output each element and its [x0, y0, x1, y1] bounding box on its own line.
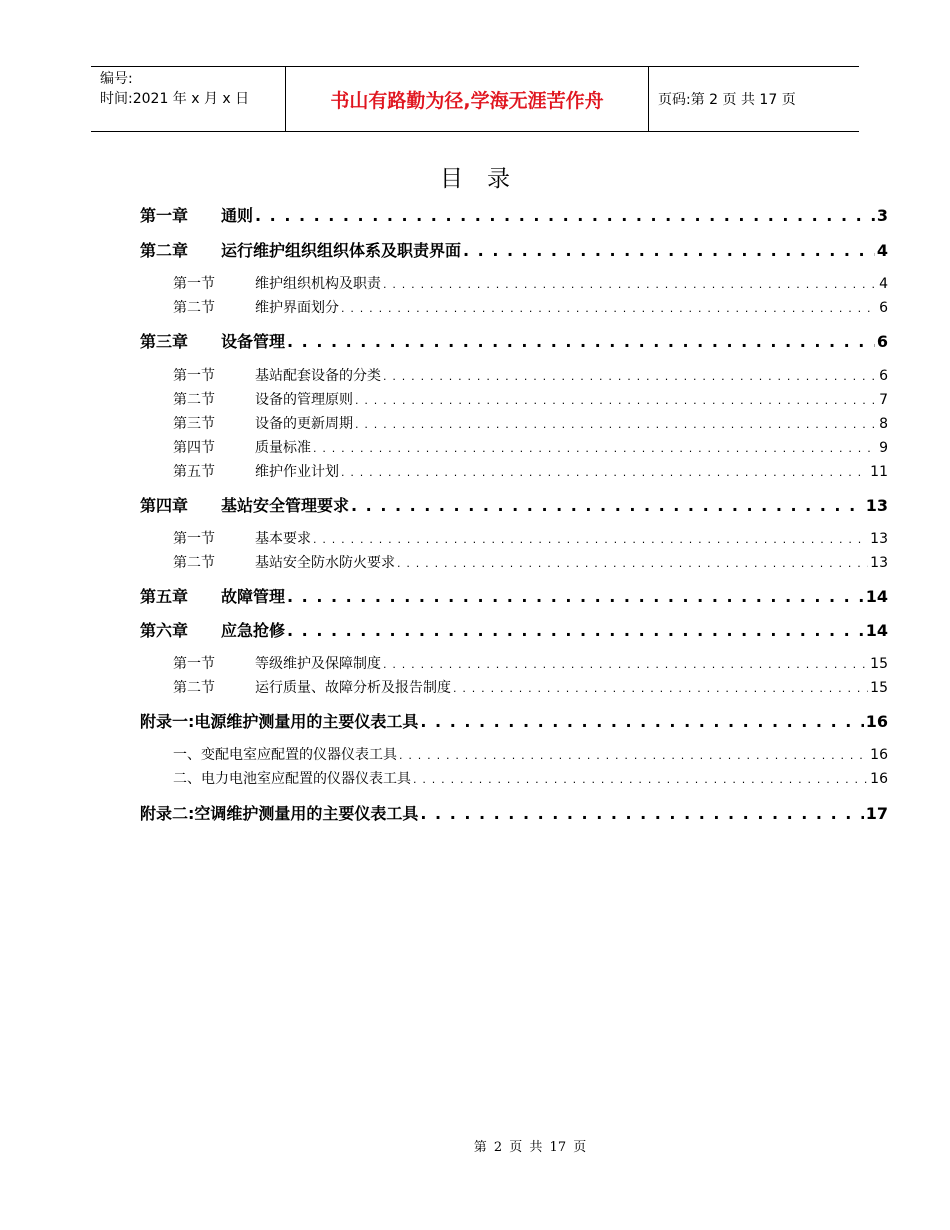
- toc-entry-title: 维护组织机构及职责: [255, 276, 381, 292]
- toc-entry-number: 第二节: [173, 680, 215, 696]
- toc-entry-page: 14: [865, 621, 888, 640]
- toc-entry-page: 15: [870, 656, 888, 672]
- page-footer: 第 2 页 共 17 页: [473, 1140, 587, 1155]
- toc-entry-title: 附录一:电源维护测量用的主要仪表工具: [140, 712, 419, 731]
- toc-entry-page: 4: [879, 276, 888, 292]
- document-header: [91, 66, 859, 132]
- toc-entry[interactable]: [140, 768, 888, 788]
- toc-dot-leader: [413, 773, 868, 786]
- toc-entry-page: 7: [879, 392, 888, 408]
- toc-entry[interactable]: [140, 273, 888, 293]
- toc-entry-page: 16: [870, 747, 888, 763]
- toc-entry-number: 第五章: [140, 587, 189, 606]
- toc-entry-number: 第四章: [140, 496, 189, 515]
- toc-entry[interactable]: [140, 238, 888, 261]
- toc-entry-page: 16: [870, 771, 888, 787]
- toc-entry-number: 第五节: [173, 464, 215, 480]
- toc-entry-title: 运行质量、故障分析及报告制度: [255, 680, 451, 696]
- toc-dot-leader: [420, 712, 863, 731]
- toc-dot-leader: [287, 587, 864, 606]
- toc-entry-title: 应急抢修: [221, 621, 286, 640]
- toc-entry[interactable]: [140, 365, 888, 385]
- toc-entry-title: 维护作业计划: [255, 464, 339, 480]
- toc-dot-leader: [383, 278, 877, 291]
- toc-dot-leader: [355, 394, 877, 407]
- toc-entry-number: 第二章: [140, 241, 189, 260]
- header-page-cell: [649, 67, 859, 131]
- toc-entry[interactable]: [140, 618, 888, 641]
- toc-entry[interactable]: [140, 203, 888, 226]
- toc-entry-title: 设备的更新周期: [255, 416, 353, 432]
- toc-entry-number: 第一节: [173, 656, 215, 672]
- toc-entry-number: 第一章: [140, 206, 189, 225]
- toc-dot-leader: [255, 206, 875, 225]
- serial-label: 编号:: [100, 71, 133, 87]
- toc-dot-leader: [313, 533, 868, 546]
- toc-entry-number: 第六章: [140, 621, 189, 640]
- toc-entry-number: 第二节: [173, 300, 215, 316]
- toc-entry[interactable]: [140, 744, 888, 764]
- toc-entry-number: 第一节: [173, 368, 215, 384]
- toc-entry-title: 一、变配电室应配置的仪器仪表工具: [173, 747, 397, 763]
- toc-dot-leader: [341, 466, 868, 479]
- toc-entry-page: 17: [865, 804, 888, 823]
- toc-dot-leader: [341, 302, 877, 315]
- toc-dot-leader: [399, 749, 868, 762]
- toc-entry[interactable]: [140, 389, 888, 409]
- toc-dot-leader: [420, 804, 863, 823]
- toc-entry-title: 二、电力电池室应配置的仪器仪表工具: [173, 771, 411, 787]
- toc-entry[interactable]: [140, 329, 888, 352]
- toc-entry-number: 第二节: [173, 555, 215, 571]
- toc-entry-page: 13: [870, 531, 888, 547]
- toc-dot-leader: [453, 682, 868, 695]
- toc-entry[interactable]: [140, 461, 888, 481]
- toc-entry-page: 16: [865, 712, 888, 731]
- toc-entry-page: 15: [870, 680, 888, 696]
- toc-entry-title: 质量标准: [255, 440, 311, 456]
- toc-entry-number: 第四节: [173, 440, 215, 456]
- toc-entry-title: 等级维护及保障制度: [255, 656, 381, 672]
- toc-entry-title: 故障管理: [221, 587, 286, 606]
- toc-entry-page: 3: [876, 206, 888, 225]
- toc-entry-page: 8: [879, 416, 888, 432]
- toc-dot-leader: [383, 658, 868, 671]
- toc-entry[interactable]: [140, 528, 888, 548]
- toc-entry[interactable]: [140, 653, 888, 673]
- toc-entry[interactable]: [140, 677, 888, 697]
- toc-entry-page: 9: [879, 440, 888, 456]
- toc-entry[interactable]: [140, 437, 888, 457]
- toc-title: 目录: [440, 166, 534, 192]
- toc-entry-number: 第一节: [173, 276, 215, 292]
- toc-dot-leader: [287, 621, 864, 640]
- toc-entry-title: 基站安全管理要求: [221, 496, 350, 515]
- toc-entry-page: 6: [879, 300, 888, 316]
- toc-dot-leader: [397, 557, 868, 570]
- toc-entry[interactable]: [140, 297, 888, 317]
- toc-entry[interactable]: [140, 493, 888, 516]
- toc-entry-number: 第三章: [140, 332, 189, 351]
- toc-entry[interactable]: [140, 709, 888, 732]
- page-code: 页码:第 2 页 共 17 页: [658, 92, 796, 108]
- toc-entry-title: 通则: [221, 206, 254, 225]
- toc-dot-leader: [355, 418, 877, 431]
- toc-entry[interactable]: [140, 552, 888, 572]
- toc-dot-leader: [287, 332, 875, 351]
- toc-entry-page: 11: [870, 464, 888, 480]
- toc-entry-number: 第一节: [173, 531, 215, 547]
- toc-entry-title: 设备的管理原则: [255, 392, 353, 408]
- toc-entry-title: 基站配套设备的分类: [255, 368, 381, 384]
- toc-entry-number: 第二节: [173, 392, 215, 408]
- toc-entry[interactable]: [140, 584, 888, 607]
- toc-entry-number: 第三节: [173, 416, 215, 432]
- header-meta-cell: [91, 67, 286, 131]
- toc-entry-title: 维护界面划分: [255, 300, 339, 316]
- toc-entry-page: 14: [865, 587, 888, 606]
- toc-entry-page: 13: [865, 496, 888, 515]
- time-label: 时间:2021 年 x 月 x 日: [100, 91, 250, 107]
- toc-entry-page: 4: [876, 241, 888, 260]
- toc-entry-title: 设备管理: [221, 332, 286, 351]
- toc-dot-leader: [313, 442, 877, 455]
- toc-dot-leader: [463, 241, 875, 260]
- toc-entry-page: 6: [876, 332, 888, 351]
- toc-dot-leader: [383, 370, 877, 383]
- toc-entry-page: 6: [879, 368, 888, 384]
- motto-text: 书山有路勤为径,学海无涯苦作舟: [330, 89, 604, 112]
- toc-entry-title: 基本要求: [255, 531, 311, 547]
- toc-entry-title: 附录二:空调维护测量用的主要仪表工具: [140, 804, 419, 823]
- header-motto-cell: [286, 67, 649, 131]
- toc-entry[interactable]: [140, 801, 888, 824]
- toc-entry[interactable]: [140, 413, 888, 433]
- toc-dot-leader: [351, 496, 864, 515]
- toc-entry-title: 运行维护组织组织体系及职责界面: [221, 241, 462, 260]
- toc-entry-page: 13: [870, 555, 888, 571]
- toc-entry-title: 基站安全防水防火要求: [255, 555, 395, 571]
